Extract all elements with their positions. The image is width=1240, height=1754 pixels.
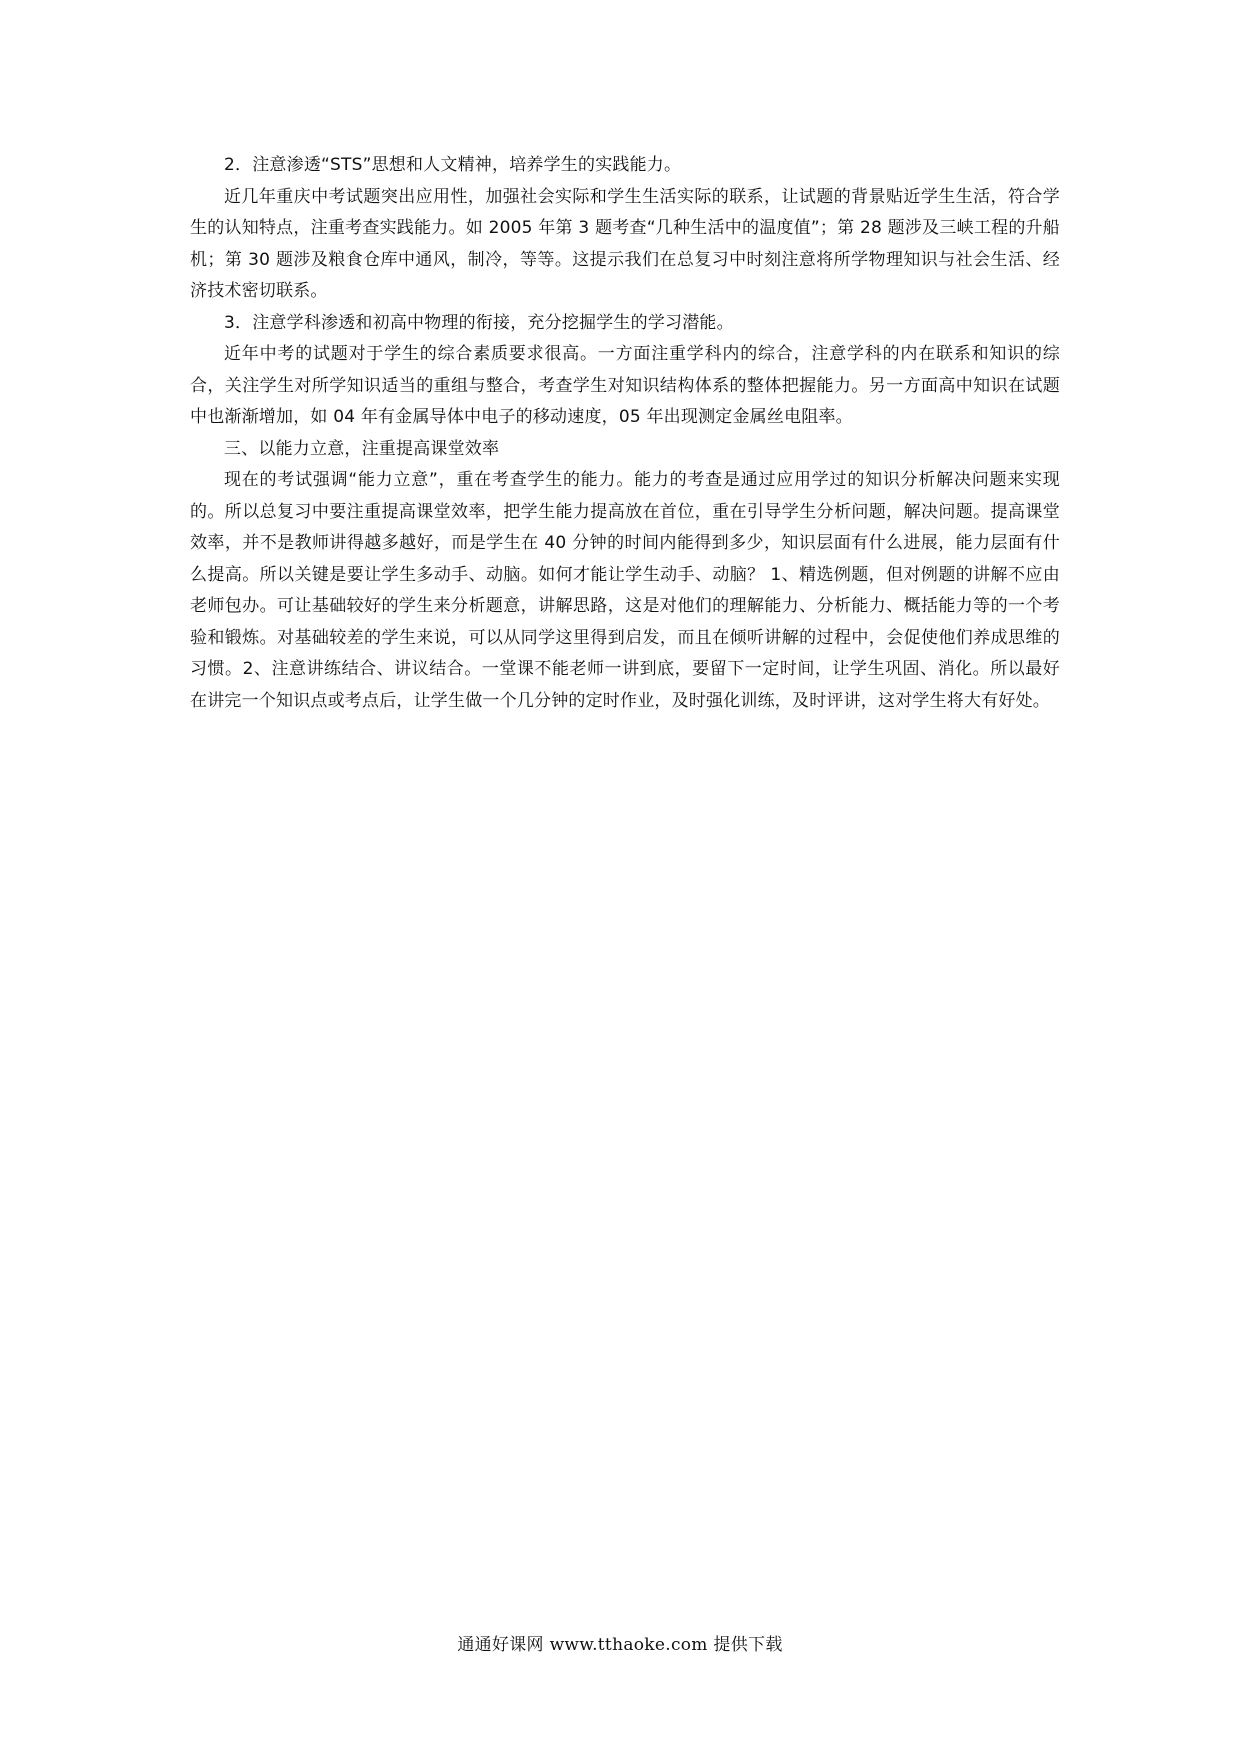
paragraph-interdisciplinary-body: 近年中考的试题对于学生的综合素质要求很高。一方面注重学科内的综合，注意学科的内在联系和知识的综合，关注学生对所学知识适当的重组与整合，考查学生对知识结构体系的整体把握能力。另一方面高中知识在试题中也渐渐增加，如 04 年有金属导体中电子的移动速度，05 年出现测定金属丝电阻率。 bbox=[190, 344, 1060, 427]
page-footer: 通通好课网 www.tthaoke.com 提供下载 bbox=[457, 1635, 783, 1655]
paragraph-ability-body: 现在的考试强调“能力立意”，重在考查学生的能力。能力的考查是通过应用学过的知识分析解决问题来实现的。所以总复习中要注重提高课堂效率，把学生能力提高放在首位，重在引导学生分析问题，解决问题。提高课堂效率，并不是教师讲得越多越好，而是学生在 40 分钟的时间内能得到多少，知识层面有什么进展，能力层面有什么提高。所以关键是要让学生多动手、动脑。如何才能让学生动手、动脑？ 1、精选例题，但对例题的讲解不应由老师包办。可让基础较好的学生来分析题意，讲解思路，这是对他们的理解能力、分析能力、概括能力等的一个考验和锻炼。对基础较差的学生来说，可以从同学这里得到启发，而且在倾听讲解的过程中，会促使他们养成思维的习惯。2、注意讲练结合、讲议结合。一堂课不能老师一讲到底，要留下一定时间，让学生巩固、消化。所以最好在讲完一个知识点或考点后，让学生做一个几分钟的定时作业，及时强化训练，及时评讲，这对学生将大有好处。 bbox=[190, 470, 1060, 711]
section-heading-ability: 三、以能力立意，注重提高课堂效率 bbox=[224, 438, 500, 459]
section-heading-interdisciplinary: 3．注意学科渗透和初高中物理的衔接，充分挖掘学生的学习潜能。 bbox=[224, 312, 734, 333]
document-body bbox=[190, 150, 1060, 717]
section-heading-sts: 2．注意渗透“STS”思想和人文精神，培养学生的实践能力。 bbox=[224, 155, 682, 175]
paragraph-sts-body: 近几年重庆中考试题突出应用性，加强社会实际和学生生活实际的联系，让试题的背景贴近学生生活，符合学生的认知特点，注重考查实践能力。如 2005 年第 3 题考查“几种生活中的温度值”；第 28 题涉及三峡工程的升船机；第 30 题涉及粮食仓库中通风，制冷，等等。这提示我们在总复习中时刻注意将所学物理知识与社会生活、经济技术密切联系。 bbox=[190, 186, 1060, 301]
